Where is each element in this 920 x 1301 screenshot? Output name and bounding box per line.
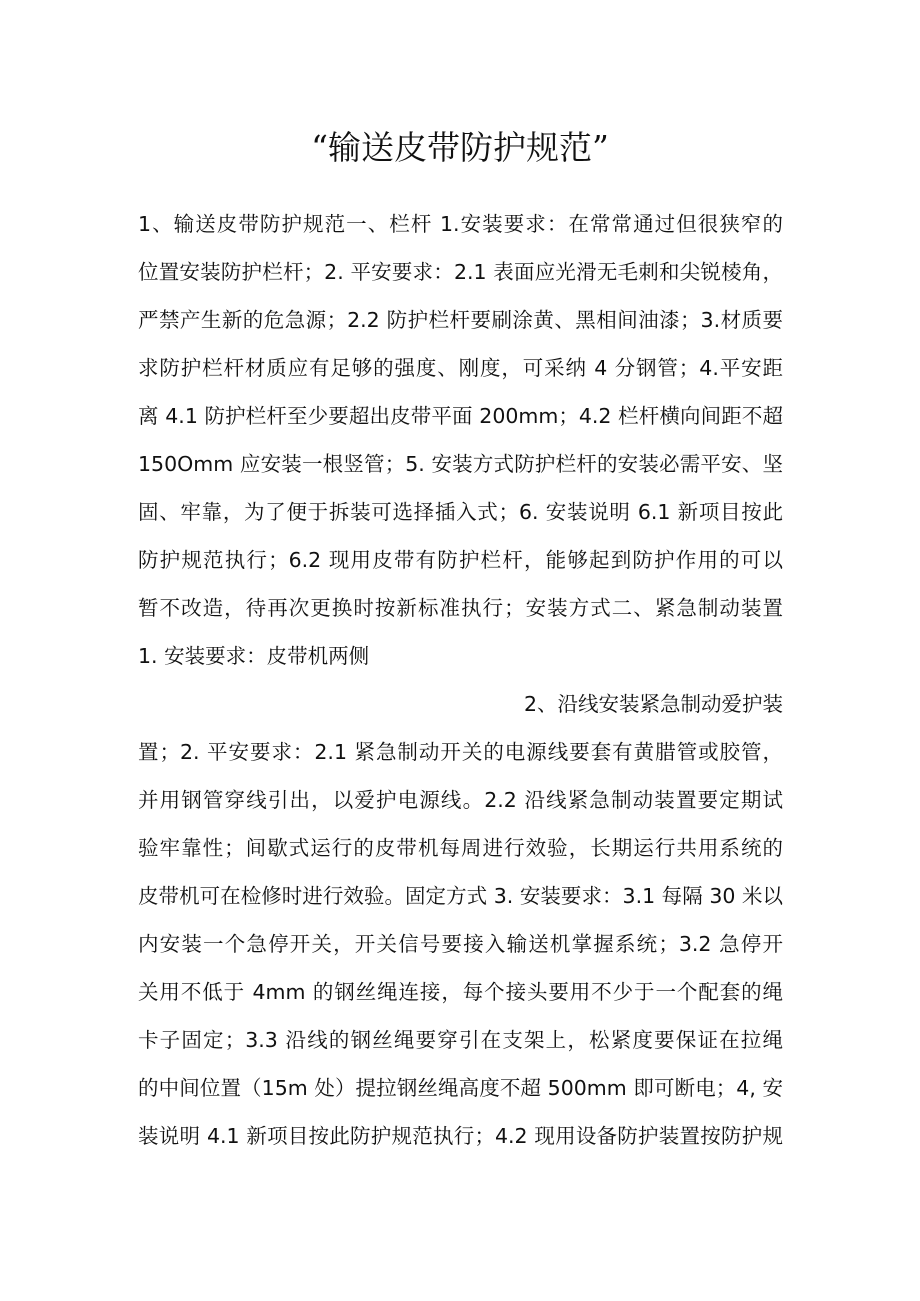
- body-line: 置；2. 平安要求：2.1 紧急制动开关的电源线要套有黄腊管或胶管，: [138, 740, 783, 764]
- body-line: 关用不低于 4mm 的钢丝绳连接，每个接头要用不少于一个配套的绳: [138, 980, 783, 1004]
- body-line: 防护规范执行；6.2 现用皮带有防护栏杆，能够起到防护作用的可以: [138, 548, 783, 572]
- body-line: 150Omm 应安装一根竖管；5. 安装方式防护栏杆的安装必需平安、坚: [138, 452, 783, 476]
- body-line: 位置安装防护栏杆；2. 平安要求：2.1 表面应光滑无毛刺和尖锐棱角，: [138, 260, 783, 284]
- body-line: 1、输送皮带防护规范一、栏杆 1.安装要求：在常常通过但很狭窄的: [138, 212, 783, 236]
- body-line: 1. 安装要求：皮带机两侧: [138, 644, 370, 668]
- body-line: 装说明 4.1 新项目按此防护规范执行；4.2 现用设备防护装置按防护规: [138, 1124, 783, 1148]
- body-line: 离 4.1 防护栏杆至少要超出皮带平面 200mm；4.2 栏杆横向间距不超: [138, 404, 783, 428]
- body-line: 并用钢管穿线引出，以爱护电源线。2.2 沿线紧急制动装置要定期试: [138, 788, 783, 812]
- body-line: 求防护栏杆材质应有足够的强度、刚度，可采纳 4 分钢管；4.平安距: [138, 356, 783, 380]
- body-line: 卡子固定；3.3 沿线的钢丝绳要穿引在支架上，松紧度要保证在拉绳: [138, 1028, 783, 1052]
- body-line: 验牢靠性；间歇式运行的皮带机每周进行效验，长期运行共用系统的: [138, 836, 783, 860]
- body-line: 固、牢靠，为了便于拆装可选择插入式；6. 安装说明 6.1 新项目按此: [138, 500, 783, 524]
- body-line: 的中间位置（15m 处）提拉钢丝绳高度不超 500mm 即可断电；4, 安: [138, 1076, 783, 1100]
- body-line: 皮带机可在检修时进行效验。固定方式 3. 安装要求：3.1 每隔 30 米以: [138, 884, 783, 908]
- body-line: 严禁产生新的危急源；2.2 防护栏杆要刷涂黄、黑相间油漆；3.材质要: [138, 308, 783, 332]
- body-line: 2、沿线安装紧急制动爱护装: [523, 692, 783, 716]
- body-line: 内安装一个急停开关，开关信号要接入输送机掌握系统；3.2 急停开: [138, 932, 783, 956]
- document-title: “输送皮带防护规范”: [311, 128, 609, 167]
- body-line: 暂不改造，待再次更换时按新标准执行；安装方式二、紧急制动装置: [138, 596, 783, 620]
